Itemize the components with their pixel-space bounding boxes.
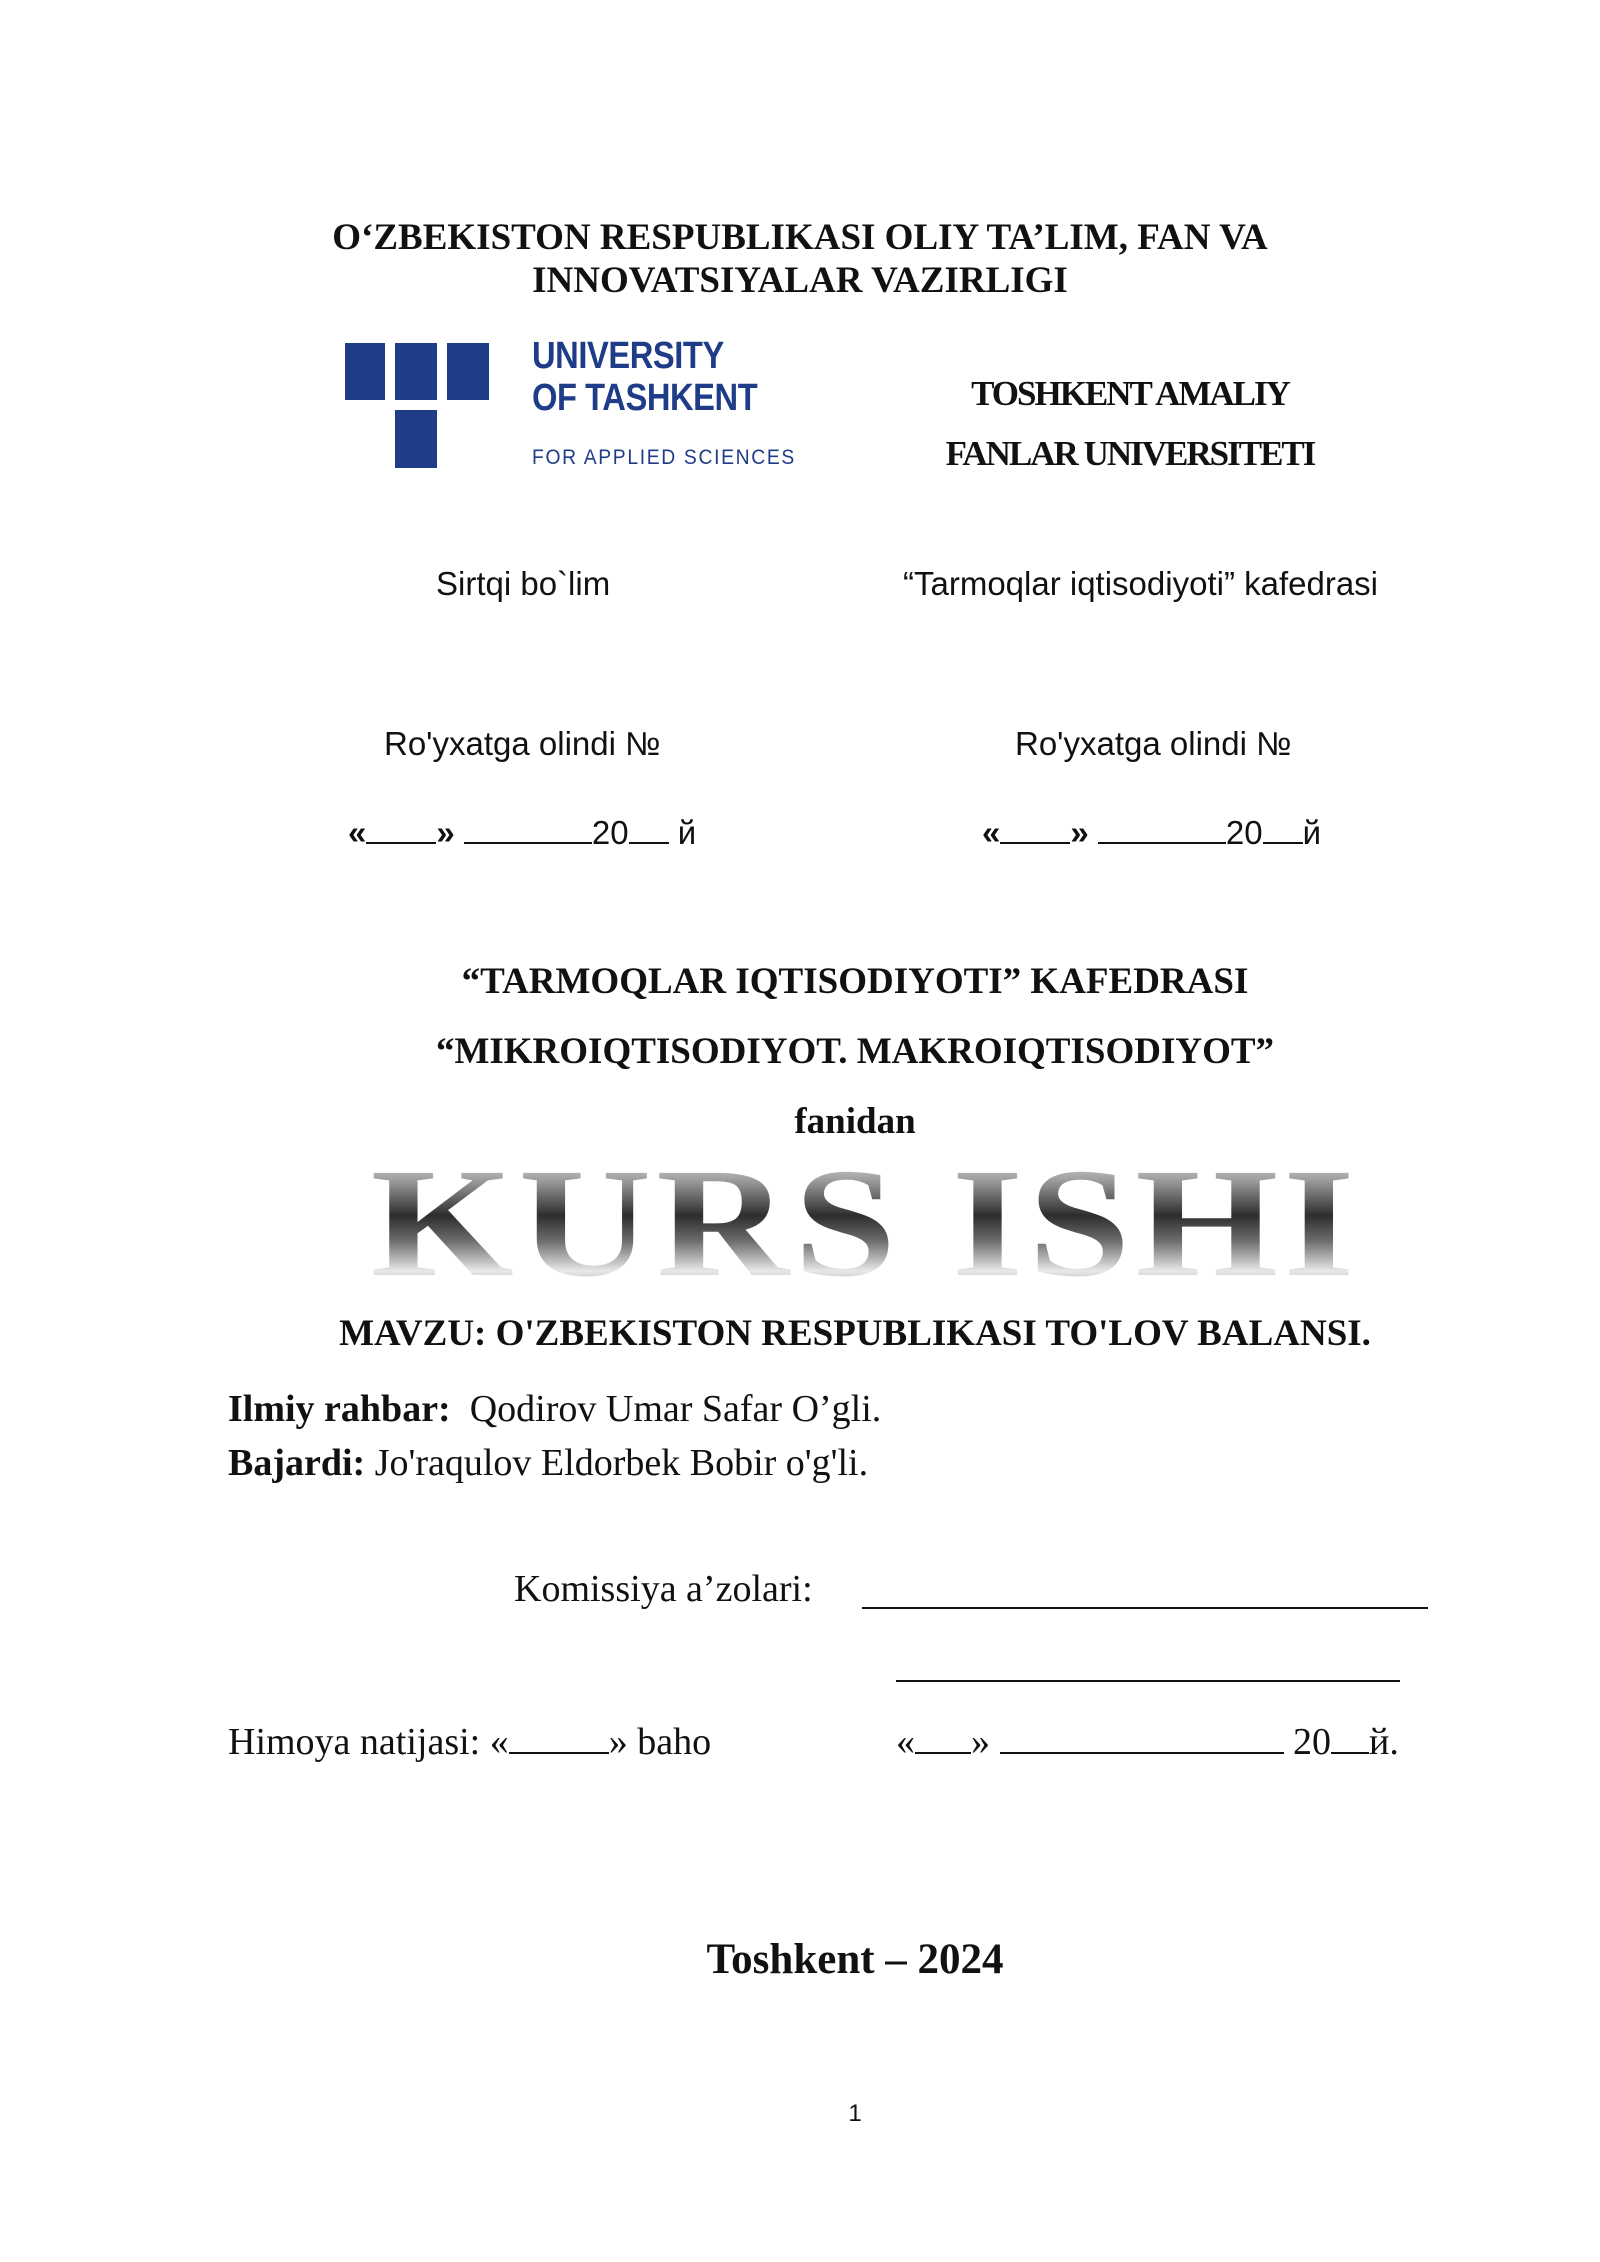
day-blank: [366, 809, 436, 844]
year-suffix: й.: [1369, 1721, 1399, 1763]
registration-label-right: Ro'yxatga olindi №: [1015, 725, 1292, 762]
defense-result-row: [228, 1714, 711, 1764]
commission-label: Komissiya a’zolari:: [514, 1568, 813, 1610]
defense-date-row: [896, 1714, 1399, 1764]
author-label: Bajardi:: [228, 1442, 366, 1484]
commission-signature-line-1: [862, 1607, 1428, 1609]
logo-square-2: [395, 343, 437, 400]
subject-title: “MIKROIQTISODIYOT. MAKROIQTISODIYOT”: [435, 1031, 1275, 1072]
quote-close: »: [1070, 814, 1089, 851]
registration-date-left: [348, 809, 696, 852]
logo-text-applied-sciences: FOR APPLIED SCIENCES: [532, 446, 796, 469]
fanidan-label: fanidan: [794, 1101, 916, 1142]
day-blank: [915, 1714, 971, 1754]
supervisor-row: [228, 1387, 881, 1431]
supervisor-name: Qodirov Umar Safar O’gli.: [469, 1388, 882, 1430]
commission-signature-line-2: [896, 1680, 1400, 1682]
logo-square-1: [345, 343, 385, 400]
ministry-header: [0, 216, 1600, 302]
defense-label: Himoya natijasi: «: [228, 1721, 509, 1763]
department-title: “TARMOQLAR IQTISODIYOTI” KAFEDRASI: [461, 961, 1249, 1002]
logo-text-of-tashkent: OF TASHKENT: [532, 377, 758, 419]
ministry-line-1: O‘ZBEKISTON RESPUBLIKASI OLIY TA’LIM, FAN VA: [332, 217, 1268, 258]
grade-blank: [509, 1714, 609, 1754]
year-blank: [629, 809, 669, 844]
month-blank: [464, 809, 592, 844]
month-blank: [1000, 1714, 1284, 1754]
year-prefix: 20: [591, 814, 629, 851]
quote-open: «: [896, 1721, 915, 1763]
registration-label-left: Ro'yxatga olindi №: [384, 725, 661, 762]
author-row: [228, 1441, 868, 1485]
department-right: “Tarmoqlar iqtisodiyoti” kafedrasi: [903, 565, 1379, 602]
month-blank: [1098, 809, 1226, 844]
year-suffix: й: [1302, 814, 1322, 851]
author-name: Jo'raqulov Eldorbek Bobir o'g'li.: [374, 1442, 869, 1484]
ministry-line-2: INNOVATSIYALAR VAZIRLIGI: [532, 260, 1068, 301]
supervisor-label: Ilmiy rahbar:: [228, 1388, 451, 1430]
year-suffix: й: [677, 814, 697, 851]
kurs-ishi-title: KURS ISHI: [316, 1148, 1413, 1298]
quote-close: »: [971, 1721, 990, 1763]
university-name-line-1: TOSHKENT AMALIY: [971, 374, 1289, 413]
year-blank: [1331, 1714, 1369, 1754]
university-name-line-2: FANLAR UNIVERSITETI: [945, 434, 1315, 473]
logo-square-3: [447, 343, 489, 400]
year-prefix: 20: [1225, 814, 1263, 851]
page-number: 1: [848, 2100, 862, 2127]
logo-square-4: [395, 410, 437, 468]
logo-text-university: UNIVERSITY: [532, 335, 724, 377]
grade-close: » baho: [608, 1721, 712, 1763]
day-blank: [1000, 809, 1070, 844]
department-left: Sirtqi bo`lim: [436, 565, 611, 602]
quote-open: «: [348, 814, 367, 851]
quote-close: »: [436, 814, 455, 851]
year-blank: [1263, 809, 1303, 844]
topic-title: MAVZU: O'ZBEKISTON RESPUBLIKASI TO'LOV BALANSI.: [339, 1313, 1371, 1354]
quote-open: «: [982, 814, 1001, 851]
university-logo: [345, 335, 796, 475]
year-prefix: 20: [1293, 1721, 1331, 1763]
registration-date-right: [982, 809, 1321, 852]
city-year: Toshkent – 2024: [706, 1936, 1004, 1983]
